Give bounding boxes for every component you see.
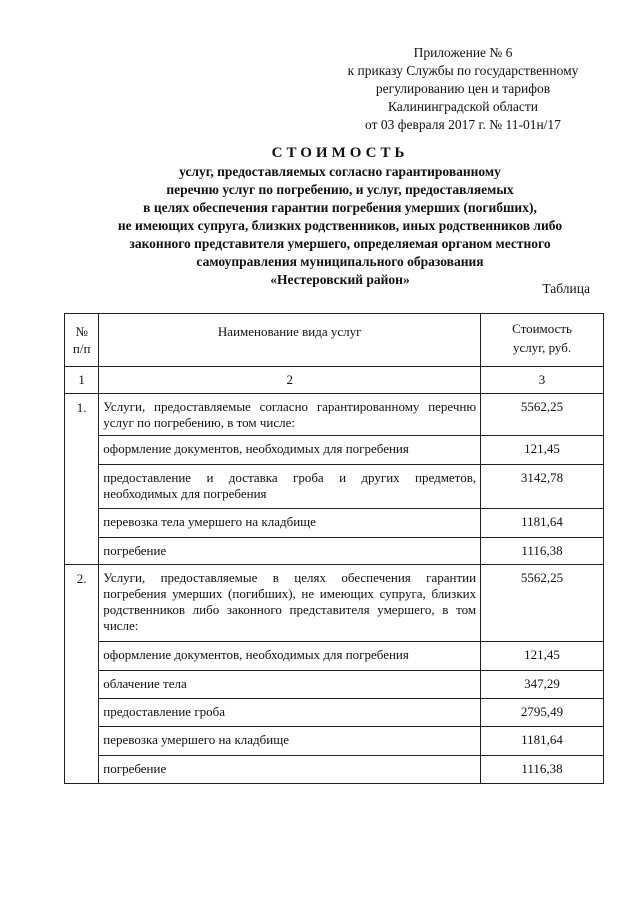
group-title: Услуги, предоставляемые в целях обеспечения гарантии погребения умерших (погибших), не имеющих супруга, близких родственников либо законного представителя умершего, в том числе: (99, 565, 481, 642)
header-name-text: Наименование вида услуг (217, 324, 362, 339)
table-row (65, 465, 604, 509)
header-num-line: п/п (72, 341, 91, 356)
heading-line: самоуправления муниципального образования (196, 254, 484, 269)
table-header-row (65, 314, 604, 367)
item-name: предоставление и доставка гроба и других предметов, необходимых для погребения (99, 465, 481, 509)
header-cost-line: Стоимость (512, 321, 572, 336)
item-cost: 1116,38 (481, 756, 604, 784)
appendix-line: Калининградской области (387, 99, 539, 114)
row-number: 2. (65, 565, 99, 784)
appendix-line: регулированию цен и тарифов (375, 81, 551, 96)
item-cost: 1116,38 (481, 538, 604, 565)
table-row (65, 756, 604, 784)
item-name: облачение тела (99, 671, 481, 699)
table-row (65, 671, 604, 699)
appendix-line: от 03 февраля 2017 г. № 11-01н/17 (365, 117, 561, 132)
group-total: 5562,25 (481, 565, 604, 642)
services-cost-table (64, 313, 604, 784)
document-heading (60, 143, 620, 289)
header-num (65, 314, 99, 367)
column-index: 1 (65, 367, 99, 394)
column-index-row (65, 367, 604, 394)
column-index: 3 (481, 367, 604, 394)
group-total: 5562,25 (481, 394, 604, 436)
item-cost: 1181,64 (481, 509, 604, 538)
item-name: предоставление гроба (99, 699, 481, 727)
table-row (65, 565, 604, 642)
item-cost: 121,45 (481, 642, 604, 671)
table-row (65, 394, 604, 436)
table-row (65, 538, 604, 565)
item-name: оформление документов, необходимых для погребения (99, 642, 481, 671)
table-caption: Таблица (542, 281, 590, 296)
heading-line: не имеющих супруга, близких родственников, иных родственников либо (117, 218, 563, 233)
table-row (65, 727, 604, 756)
appendix-block (318, 44, 608, 134)
header-cost (481, 314, 604, 367)
heading-line: в целях обеспечения гарантии погребения умерших (погибших), (143, 200, 537, 215)
header-num-line: № (75, 324, 88, 339)
item-cost: 2795,49 (481, 699, 604, 727)
table-row (65, 436, 604, 465)
item-name: перевозка умершего на кладбище (99, 727, 481, 756)
heading-line: «Нестеровский район» (270, 272, 410, 287)
appendix-line: Приложение № 6 (413, 45, 513, 60)
item-cost: 347,29 (481, 671, 604, 699)
table-row (65, 509, 604, 538)
group-title: Услуги, предоставляемые согласно гарантированному перечню услуг по погребению, в том числе: (99, 394, 481, 436)
header-name (99, 314, 481, 367)
table-row (65, 642, 604, 671)
appendix-line: к приказу Службы по государственному (347, 63, 579, 78)
item-cost: 1181,64 (481, 727, 604, 756)
item-cost: 3142,78 (481, 465, 604, 509)
header-cost-line: услуг, руб. (512, 340, 572, 355)
heading-line: перечню услуг по погребению, и услуг, предоставляемых (166, 182, 514, 197)
heading-line: законного представителя умершего, определяемая органом местного (129, 236, 551, 251)
heading-line: услуг, предоставляемых согласно гарантированному (179, 164, 501, 179)
item-name: погребение (99, 538, 481, 565)
table-row (65, 699, 604, 727)
row-number: 1. (65, 394, 99, 565)
column-index: 2 (99, 367, 481, 394)
document-title: СТОИМОСТЬ (271, 145, 409, 161)
item-name: погребение (99, 756, 481, 784)
item-name: оформление документов, необходимых для погребения (99, 436, 481, 465)
item-name: перевозка тела умершего на кладбище (99, 509, 481, 538)
item-cost: 121,45 (481, 436, 604, 465)
